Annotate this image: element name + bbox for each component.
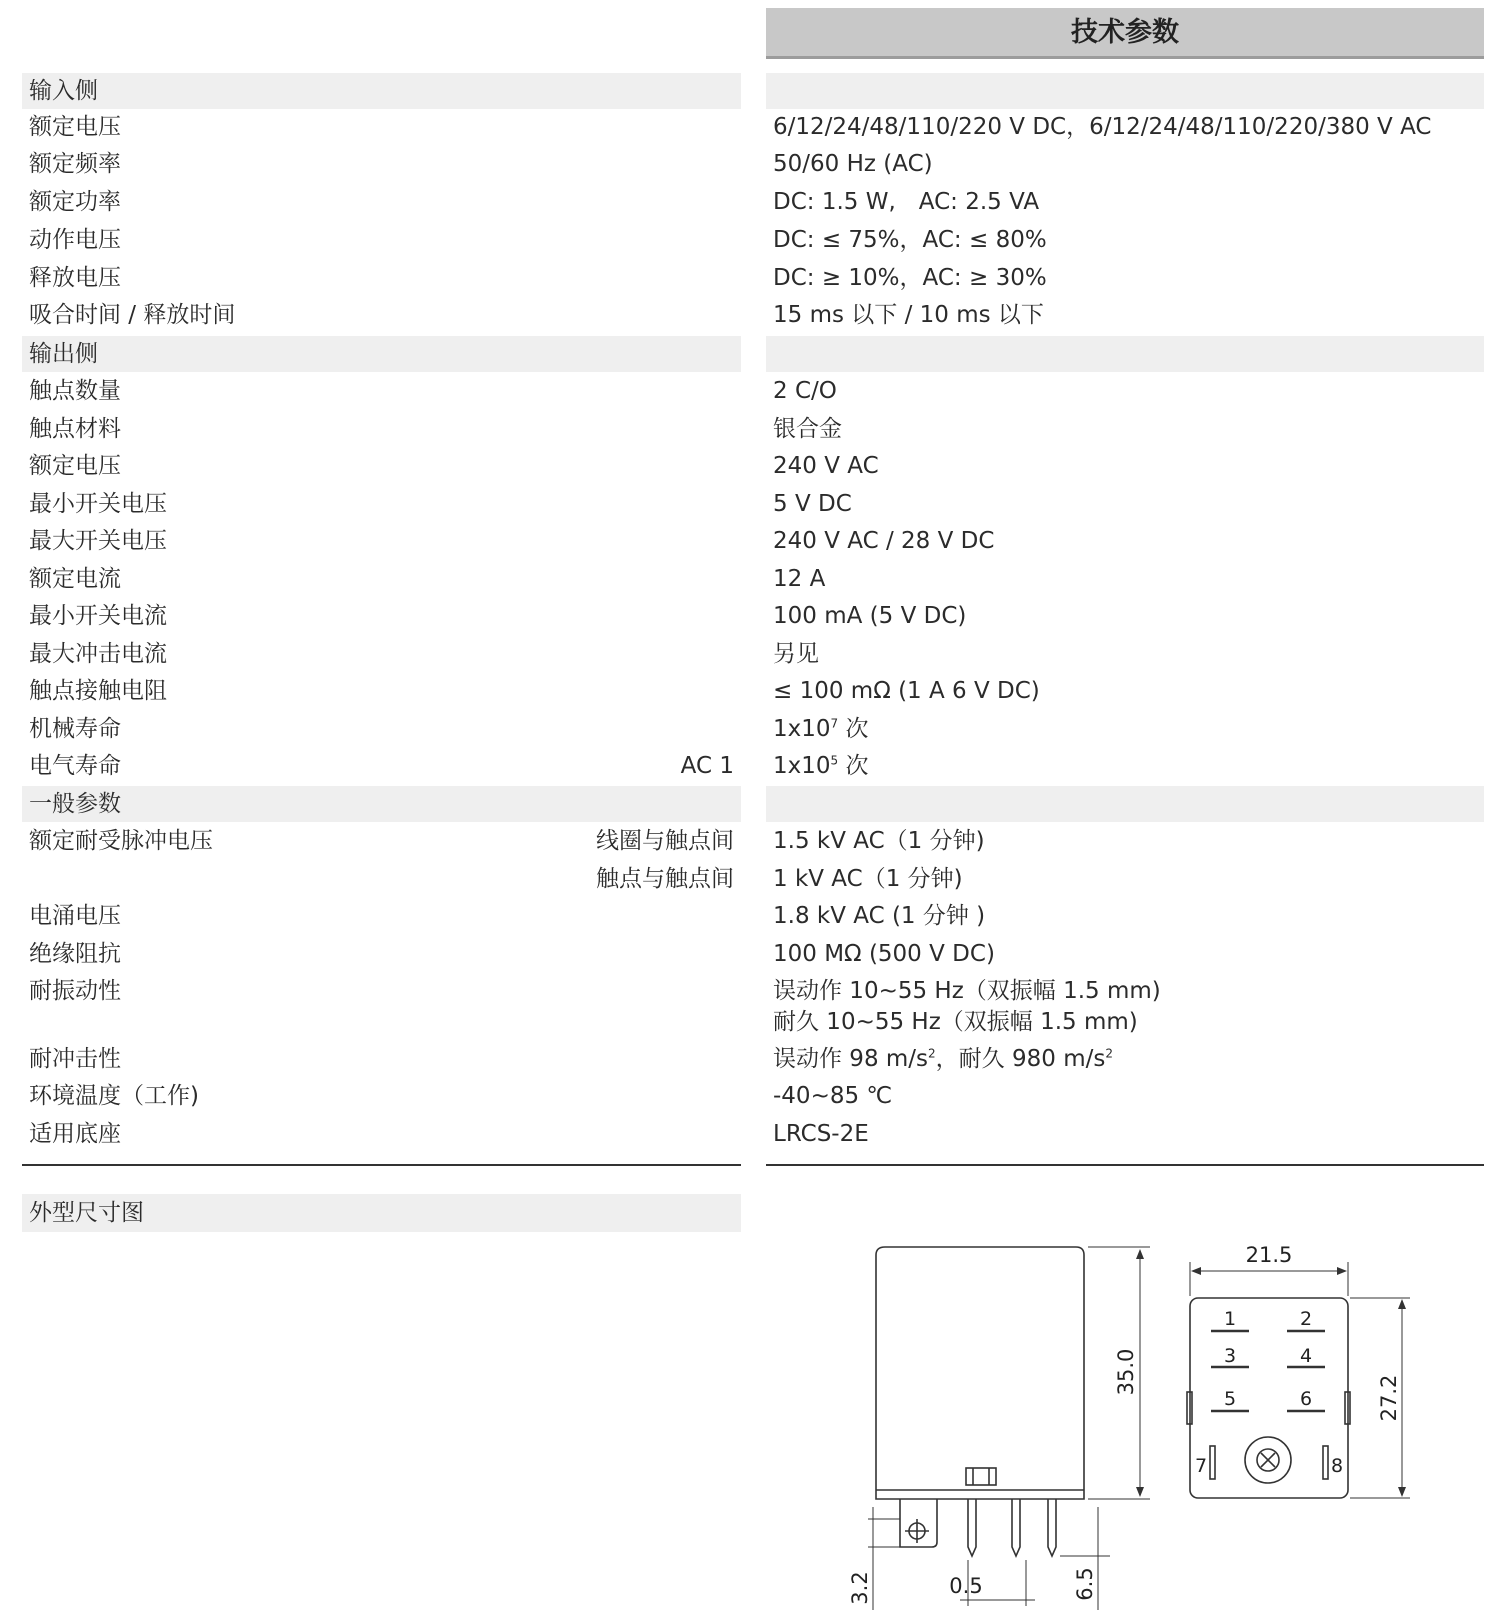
param-label: 适用底座 [29,1121,121,1147]
param-label: 额定电流 [29,566,121,592]
param-label: 动作电压 [29,227,121,253]
param-label: 最大冲击电流 [29,641,167,667]
param-label: 释放电压 [29,265,121,291]
param-sublabel: AC 1 [680,753,734,779]
param-value: 误动作 10~55 Hz（双振幅 1.5 mm) [773,978,1161,1004]
param-value: 耐久 10~55 Hz（双振幅 1.5 mm) [773,1009,1138,1035]
section-title: 输入侧 [29,78,98,104]
param-value: 240 V AC / 28 V DC [773,528,995,554]
pin [968,1499,976,1556]
param-label: 额定功率 [29,189,121,215]
param-label: 触点接触电阻 [29,678,167,704]
param-label: 触点数量 [29,378,121,404]
param-value: 12 A [773,566,826,592]
dim-label-pin-width: 0.5 [949,1574,983,1598]
param-label: 额定电压 [29,114,121,140]
pin-label: 1 [1223,1308,1237,1330]
param-value: $1x10^5$ 次 [773,753,869,779]
pin-label: 7 [1194,1455,1208,1477]
param-label: 触点材料 [29,416,121,442]
param-value: 100 MΩ (500 V DC) [773,941,995,967]
param-label: 电气寿命 [29,753,121,779]
dimension-section-title: 外型尺寸图 [22,1194,741,1232]
param-value: DC: ≥ 10%，AC: ≥ 30% [773,265,1047,291]
param-value: 银合金 [773,416,842,442]
pin-label: 6 [1299,1388,1313,1410]
pin-label: 3 [1223,1345,1237,1367]
param-label: 机械寿命 [29,716,121,742]
dim-label-pin-length: 6.5 [1073,1567,1097,1601]
pin-slot [1323,1446,1328,1479]
dim-label-width: 21.5 [1245,1243,1293,1267]
section-title: 输出侧 [29,341,98,367]
param-value: DC: 1.5 W, AC: 2.5 VA [773,189,1040,215]
param-value: $1x10^7$ 次 [773,716,869,742]
side-view [868,1247,1150,1610]
param-value: ≤ 100 mΩ (1 A 6 V DC) [773,678,1040,704]
label-window [966,1468,996,1485]
param-value: 1 kV AC（1 分钟) [773,866,963,892]
param-value: 另见 [773,641,819,667]
pin [1012,1499,1020,1556]
param-label: 耐冲击性 [29,1046,121,1072]
param-label: 电涌电压 [29,903,121,929]
param-value: 5 V DC [773,491,852,517]
param-label: 额定耐受脉冲电压 [29,828,213,854]
page-title: 技术参数 [766,8,1484,59]
param-label: 最小开关电压 [29,491,167,517]
param-value: 1.8 kV AC (1 分钟 ) [773,903,986,929]
relay-body [876,1247,1084,1499]
param-value: 误动作 98 $m/s^2$，耐久 980 $m/s^2$ [773,1046,1113,1072]
relay-base [1190,1298,1348,1498]
param-value: -40~85 ℃ [773,1083,893,1109]
pin-slot [1210,1446,1215,1479]
param-value: 50/60 Hz (AC) [773,151,933,177]
dim-label-depth: 27.2 [1377,1374,1401,1422]
param-sublabel: 触点与触点间 [596,866,734,892]
param-value: 240 V AC [773,453,879,479]
param-value: DC: ≤ 75%，AC: ≤ 80% [773,227,1047,253]
pin-label: 2 [1299,1308,1313,1330]
param-label: 吸合时间 / 释放时间 [29,302,236,328]
param-value: 15 ms 以下 / 10 ms 以下 [773,302,1044,328]
param-label: 最大开关电压 [29,528,167,554]
param-sublabel: 线圈与触点间 [596,828,734,854]
pin-label: 8 [1330,1455,1344,1477]
pin-label: 5 [1223,1388,1237,1410]
dim-label-height: 35.0 [1114,1348,1138,1396]
section-title: 一般参数 [29,791,121,817]
pin [1048,1499,1056,1556]
pin-label: 4 [1299,1345,1313,1367]
param-label: 额定电压 [29,453,121,479]
param-value: 1.5 kV AC（1 分钟) [773,828,985,854]
param-value: LRCS-2E [773,1121,869,1147]
param-label: 耐振动性 [29,978,121,1004]
param-value: 6/12/24/48/110/220 V DC，6/12/24/48/110/220/380 V AC [773,114,1432,140]
dim-label-tab: 3.2 [848,1571,872,1605]
param-value: 100 mA (5 V DC) [773,603,967,629]
param-label: 绝缘阻抗 [29,941,121,967]
param-label: 额定频率 [29,151,121,177]
param-label: 最小开关电流 [29,603,167,629]
param-value: 2 C/O [773,378,837,404]
param-label: 环境温度（工作) [29,1083,199,1109]
